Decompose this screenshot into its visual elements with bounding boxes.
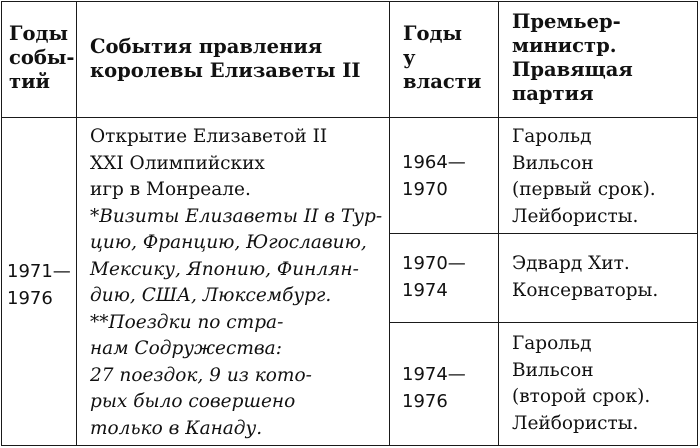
years-text: 1976 — [402, 390, 448, 412]
header-text: тий — [9, 70, 51, 93]
header-divider — [2, 117, 697, 118]
cell-prime-minister-2 — [512, 251, 658, 304]
event-text-italic: только в Канаду. — [90, 417, 263, 439]
years-text: 1970— — [402, 253, 466, 274]
pm-text: Эдвард Хит. — [512, 253, 630, 274]
event-text: XXI Олимпийских — [90, 152, 265, 174]
header-text: Премьер- — [512, 10, 621, 33]
pm-text: Гарольд — [512, 126, 592, 147]
header-prime-minister — [512, 10, 633, 106]
cell-prime-minister-3 — [512, 331, 650, 437]
years-text: 1974 — [402, 279, 448, 301]
cell-prime-minister-1 — [512, 124, 656, 230]
header-text: Правящая — [512, 58, 633, 81]
col-divider-3 — [498, 2, 499, 445]
col-divider-1 — [76, 2, 77, 445]
pm-text: Лейбористы. — [512, 412, 639, 434]
years-text: 1976 — [7, 287, 53, 309]
event-text-italic: рых было совершено — [90, 391, 296, 412]
event-text-italic: 27 поездок, 9 из кото- — [90, 364, 312, 386]
table — [1, 1, 698, 446]
pm-text: Вильсон — [512, 152, 594, 174]
header-text: королевы Елизаветы II — [90, 59, 361, 82]
cell-years-in-power-1 — [402, 150, 466, 203]
event-text-italic: **Поездки по стра- — [90, 311, 284, 333]
header-text: министр. — [512, 34, 617, 57]
event-text-italic: *Визиты Елизаветы II в Тур- — [90, 205, 383, 227]
header-events — [90, 35, 361, 83]
years-text: 1964— — [402, 152, 466, 173]
event-text: Открытие Елизаветой II — [90, 126, 328, 147]
years-text: 1974— — [402, 364, 466, 385]
header-text: партия — [512, 82, 594, 105]
pm-text: Лейбористы. — [512, 205, 639, 227]
event-text-italic: дию, США, Люксембург. — [90, 285, 332, 306]
header-text: События правления — [90, 35, 323, 58]
pm-text: (второй срок). — [512, 386, 651, 407]
cell-years-events — [7, 259, 71, 312]
years-text: 1970 — [402, 178, 448, 200]
pm-text: Гарольд — [512, 333, 592, 354]
event-text-italic: цию, Францию, Югославию, — [90, 232, 367, 253]
header-text: собы- — [9, 46, 75, 69]
cell-events — [90, 124, 382, 442]
cell-years-in-power-2 — [402, 251, 466, 304]
header-text: Годы — [403, 22, 463, 45]
header-text: у — [403, 46, 416, 69]
header-text: власти — [403, 70, 482, 93]
subrow-divider-2 — [389, 322, 697, 323]
years-text: 1971— — [7, 261, 71, 282]
col-divider-2 — [389, 2, 390, 445]
pm-text: Вильсон — [512, 359, 594, 381]
pm-text: Консерваторы. — [512, 279, 659, 301]
header-years-events — [9, 22, 75, 94]
event-text-italic: Мексику, Японию, Финлян- — [90, 258, 359, 280]
subrow-divider-1 — [389, 233, 697, 234]
event-text: игр в Монреале. — [90, 179, 251, 200]
event-text-italic: нам Содружества: — [90, 338, 282, 359]
cell-years-in-power-3 — [402, 362, 466, 415]
header-years-in-power — [403, 22, 481, 94]
pm-text: (первый срок). — [512, 179, 656, 200]
header-text: Годы — [9, 22, 69, 45]
